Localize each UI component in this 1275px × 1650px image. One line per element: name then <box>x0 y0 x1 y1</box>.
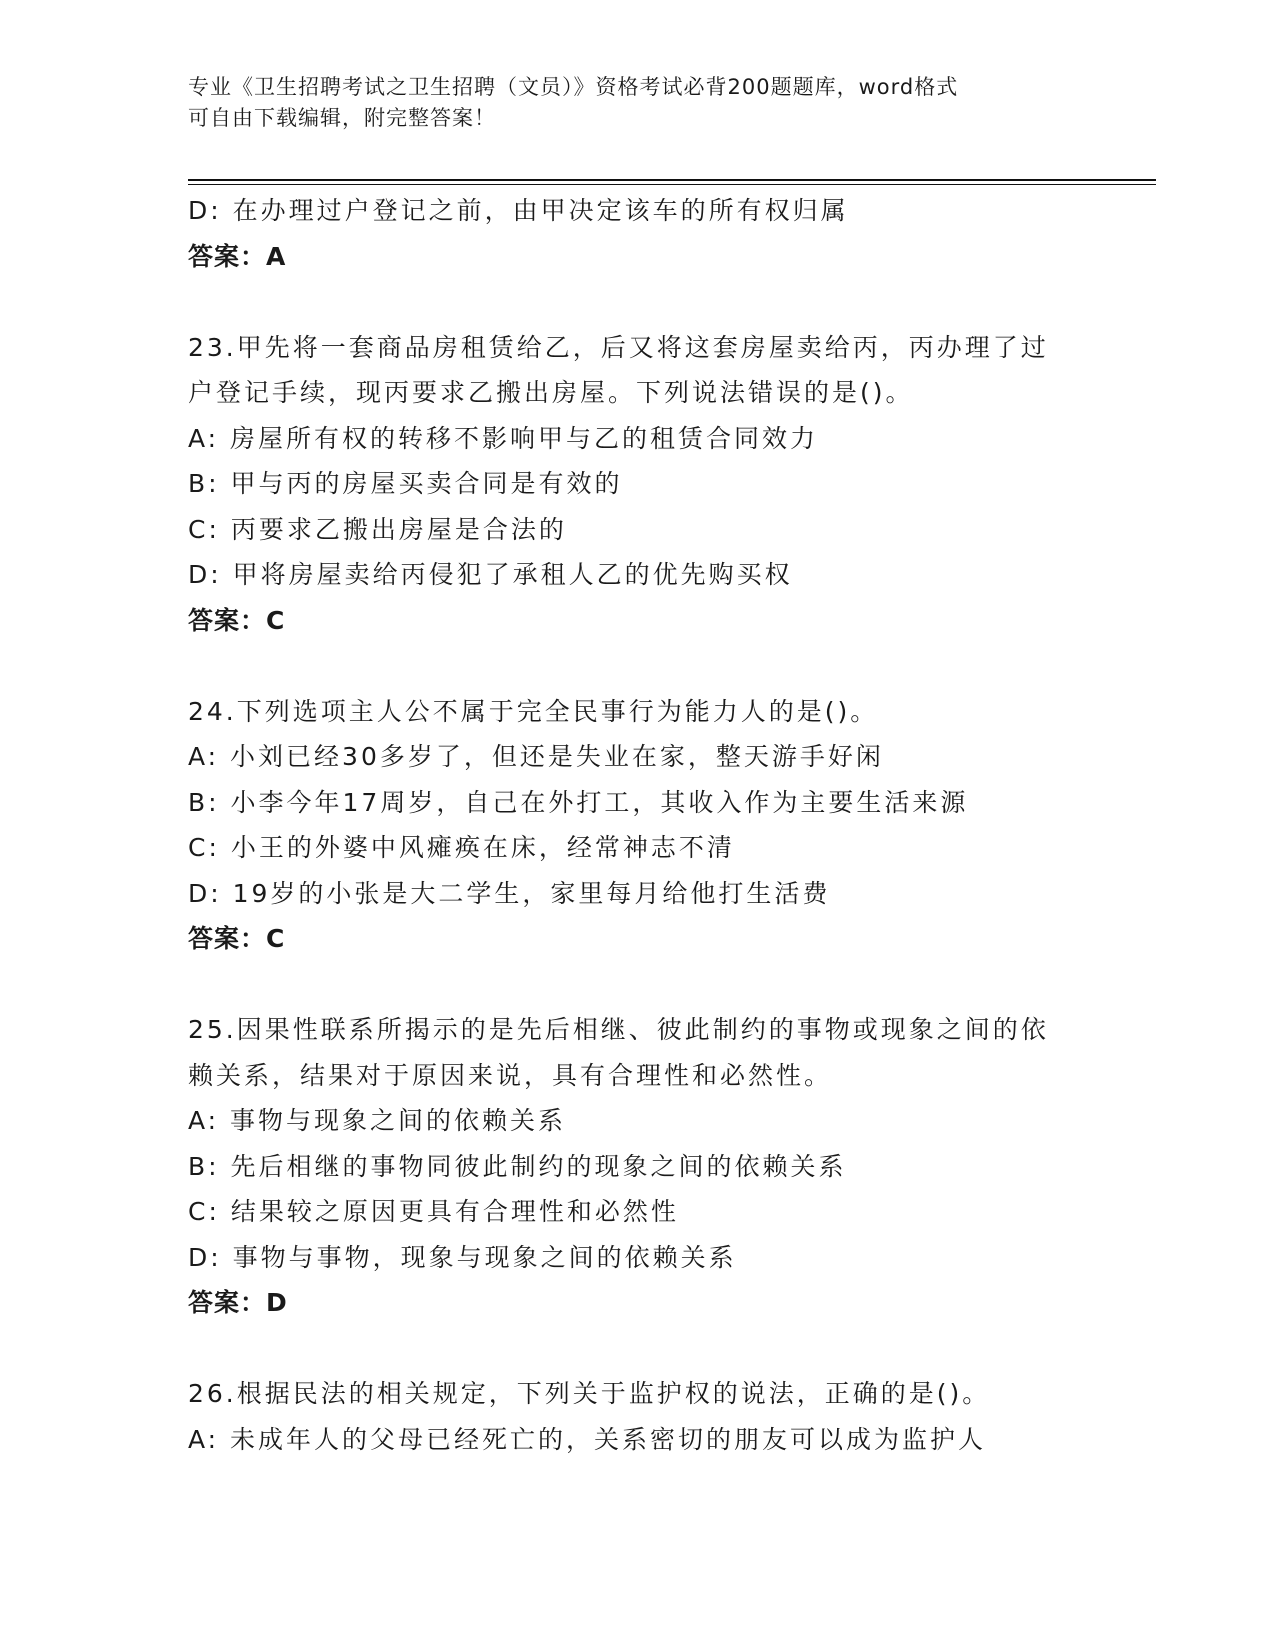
spacer <box>188 279 1088 325</box>
document-header <box>188 72 1088 134</box>
answer-label: 答案：C <box>188 605 286 635</box>
answer-label: 答案：A <box>188 241 287 271</box>
option-c: C: 丙要求乙搬出房屋是合法的 <box>188 514 567 544</box>
option-a: A: 未成年人的父母已经死亡的，关系密切的朋友可以成为监护人 <box>188 1424 987 1454</box>
option-b: B: 甲与丙的房屋买卖合同是有效的 <box>188 469 623 498</box>
question-stem-cont: 赖关系，结果对于原因来说，具有合理性和必然性。 <box>188 1060 833 1090</box>
header-line-1: 专业《卫生招聘考试之卫生招聘（文员）》资格考试必背200题题库，word格式 <box>188 75 959 99</box>
question-stem: 23.甲先将一套商品房租赁给乙，后又将这套房屋卖给丙，丙办理了过 <box>188 332 1049 362</box>
question-stem: 25.因果性联系所揭示的是先后相继、彼此制约的事物或现象之间的依 <box>188 1015 1049 1044</box>
option-d: D: 在办理过户登记之前，由甲决定该车的所有权归属 <box>188 196 849 225</box>
spacer <box>188 643 1088 689</box>
option-b: B: 先后相继的事物同彼此制约的现象之间的依赖关系 <box>188 1151 847 1181</box>
header-line-2: 可自由下载编辑，附完整答案！ <box>188 106 496 130</box>
previous-question-tail <box>188 188 1088 279</box>
answer-label: 答案：C <box>188 924 286 953</box>
header-rule-thin <box>188 184 1156 185</box>
option-b: B: 小李今年17周岁，自己在外打工，其收入作为主要生活来源 <box>188 787 969 817</box>
option-a: A: 事物与现象之间的依赖关系 <box>188 1106 567 1135</box>
answer-label: 答案：D <box>188 1288 288 1317</box>
option-d: D: 甲将房屋卖给丙侵犯了承租人乙的优先购买权 <box>188 560 793 589</box>
question-list <box>188 188 1088 1462</box>
question-stem: 24.下列选项主人公不属于完全民事行为能力人的是()。 <box>188 696 879 726</box>
question-23 <box>188 325 1088 644</box>
spacer <box>188 962 1088 1008</box>
question-25 <box>188 1007 1088 1326</box>
option-d: D: 事物与事物，现象与现象之间的依赖关系 <box>188 1242 737 1272</box>
question-stem: 26.根据民法的相关规定，下列关于监护权的说法，正确的是()。 <box>188 1379 991 1408</box>
question-26 <box>188 1371 1088 1462</box>
spacer <box>188 1326 1088 1372</box>
question-stem-cont: 户登记手续，现丙要求乙搬出房屋。下列说法错误的是()。 <box>188 378 914 407</box>
option-c: C: 结果较之原因更具有合理性和必然性 <box>188 1197 679 1226</box>
question-24 <box>188 689 1088 962</box>
option-a: A: 房屋所有权的转移不影响甲与乙的租赁合同效力 <box>188 423 819 453</box>
option-c: C: 小王的外婆中风瘫痪在床，经常神志不清 <box>188 833 735 862</box>
header-rule-thick <box>188 179 1156 181</box>
option-a: A: 小刘已经30多岁了，但还是失业在家，整天游手好闲 <box>188 742 884 771</box>
option-d: D: 19岁的小张是大二学生，家里每月给他打生活费 <box>188 878 831 908</box>
